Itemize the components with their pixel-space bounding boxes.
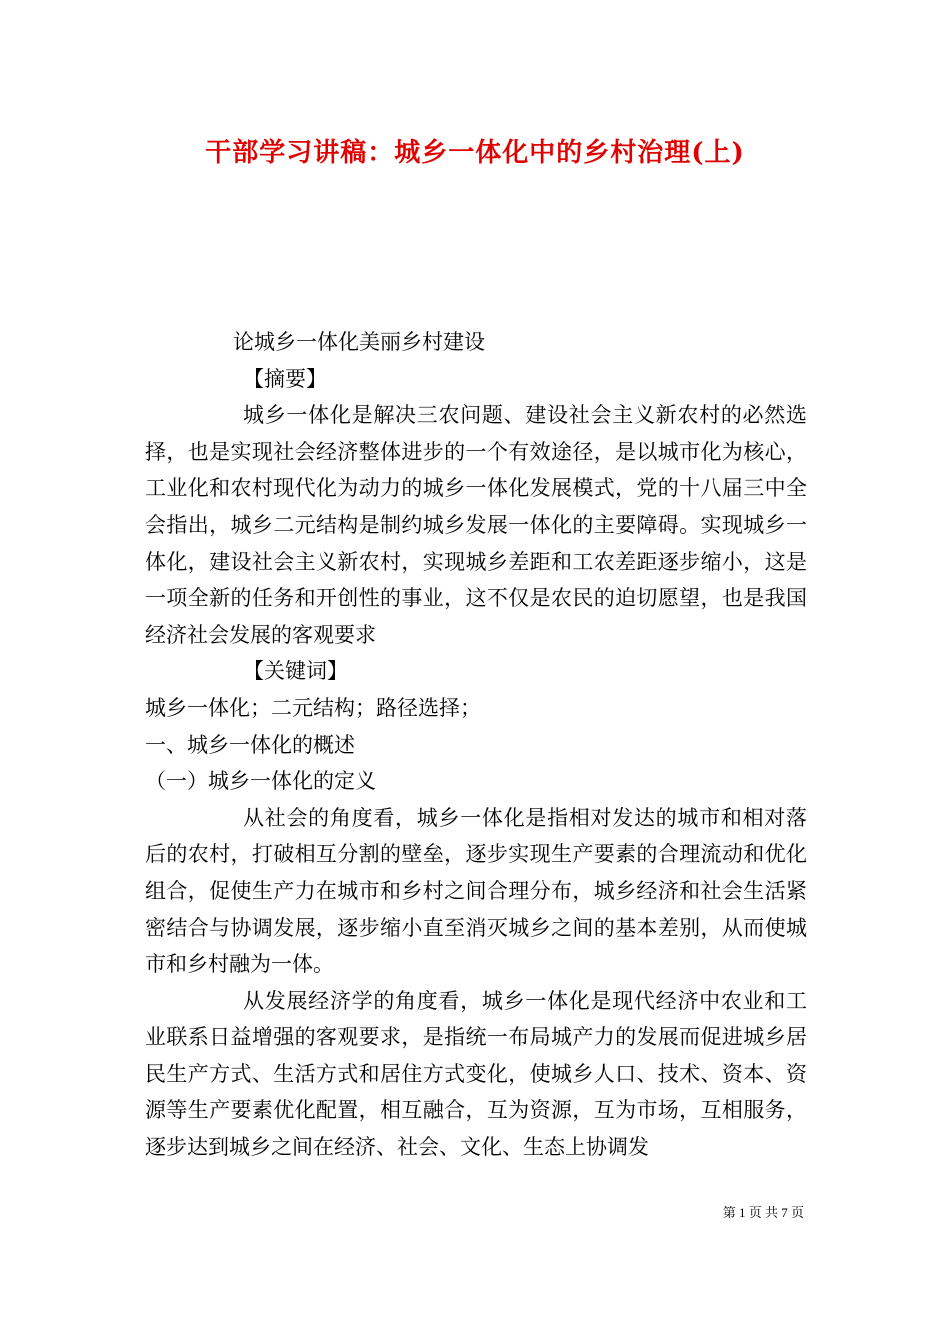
document-body bbox=[145, 324, 807, 1166]
body-paragraph-1: 从社会的角度看，城乡一体化是指相对发达的城市和相对落后的农村，打破相互分割的壁垒，逐步实现生产要素的合理流动和优化组合，促使生产力在城市和乡村之间合理分布，城乡经济和社会生活紧密结合与协调发展，逐步缩小直至消灭城乡之间的基本差别，从而使城市和乡村融为一体。 bbox=[145, 805, 807, 977]
body-paragraph-2: 从发展经济学的角度看，城乡一体化是现代经济中农业和工业联系日益增强的客观要求，是指统一布局城产力的发展而促进城乡居民生产方式、生活方式和居住方式变化，使城乡人口、技术、资本、资源等生产要素优化配置，相互融合，互为资源，互为市场，互相服务，逐步达到城乡之间在经济、社会、文化、生态上协调发 bbox=[145, 988, 807, 1160]
section-heading: 一、城乡一体化的概述 bbox=[145, 732, 355, 757]
keywords-list: 城乡一体化；二元结构；路径选择； bbox=[145, 695, 481, 720]
document-title: 干部学习讲稿：城乡一体化中的乡村治理(上) bbox=[205, 138, 745, 168]
page-number: 第 1 页 共 7 页 bbox=[722, 1205, 804, 1220]
abstract-paragraph: 城乡一体化是解决三农问题、建设社会主义新农村的必然选择，也是实现社会经济整体进步的一个有效途径，是以城市化为核心，工业化和农村现代化为动力的城乡一体化发展模式，党的十八届三中全会指出，城乡二元结构是制约城乡发展一体化的主要障碍。实现城乡一体化，建设社会主义新农村，实现城乡差距和工农差距逐步缩小，这是一项全新的任务和开创性的事业，这不仅是农民的迫切愿望，也是我国经济社会发展的客观要求 bbox=[145, 403, 807, 647]
keywords-heading: 【关键词】 bbox=[243, 659, 348, 684]
abstract-heading: 【摘要】 bbox=[243, 366, 327, 391]
subsection-heading: （一）城乡一体化的定义 bbox=[145, 769, 376, 794]
subtitle: 论城乡一体化美丽乡村建设 bbox=[233, 330, 485, 354]
